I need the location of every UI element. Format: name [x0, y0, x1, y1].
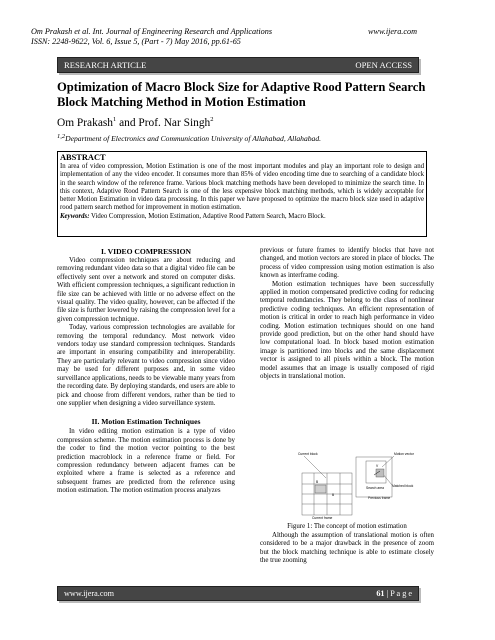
section-2-paragraph-1: In video editing motion estimation is a type of video compression scheme. The motion estimation process is done by the coder to find the motion vector pointing to the best prediction macroblock in a reference frame or field. For compression redundancy between adjacent frames can be exploited where a frame is selected as a reference and subsequent frames are predicted from the reference using motion estimation. The motion estimation process analyzes — [57, 428, 235, 495]
footer-page — [376, 587, 412, 600]
header-issn: ISSN: 2248-9622, Vol. 6, Issue 5, (Part - 7) May 2016, pp.61-65 — [31, 37, 241, 46]
keywords-label: Keywords: — [60, 212, 90, 220]
label-current-frame: Current frame — [312, 516, 333, 520]
page-number: 61 — [376, 589, 385, 598]
affiliation-text: Department of Electronics and Communication University of Allahabad, Allahabad. — [65, 134, 322, 143]
after-figure-paragraph: Although the assumption of translational motion is often considered to be a major drawback in the presence of zoom but the block matching technique is able to estimate closely the true zooming — [260, 532, 434, 565]
label-v: V — [376, 464, 379, 468]
article-banner — [57, 57, 419, 73]
right-paragraph-2: Motion estimation techniques have been successfully applied in motion compensated predictive coding for reducing temporal redundancies. They belong to the class of nonlinear predictive coding techniques. An efficient representation of motion is critical in order to reach high performance in video coding. Motion estimation techniques should on one hand provide good prediction, but on the other hand should have low computational load. In block based motion estimation image is partitioned into blocks and the same displacement vector is assigned to all pixels within a block. The motion model assumes that an image is usually composed of rigid objects in translational motion. — [260, 280, 434, 381]
affiliation-sup: 1,2 — [57, 133, 66, 140]
current-block-pointer — [304, 456, 326, 478]
after-figure-text — [260, 532, 434, 566]
abstract-heading: ABSTRACT — [60, 153, 106, 162]
section-1-paragraph-2: Today, various compression technologies are available for removing the temporal redundancy. Most network video vendors today use standard compression techniques. Standards are important in ensuring compatibility and interoperability. They are particularly relevant to video compression since video may be used for different purposes and, in some video surveillance applications, needs to be viewable many years from the recording date. By deploying standards, end users are able to pick and choose from different vendors, rather than be tied to one supplier when designing a video surveillance system. — [57, 324, 235, 407]
label-motion-vector: Motion vector — [394, 452, 414, 456]
right-paragraph-1: previous or future frames to identify blocks that have not changed, and motion vectors are stored in place of blocks. The process of video compression using motion estimation is also known as interframe coding. — [260, 247, 434, 280]
banner-open-access: OPEN ACCESS — [355, 60, 412, 70]
page-word: | P a g e — [384, 589, 412, 598]
label-previous-frame: Previous frame — [368, 496, 391, 500]
running-header — [31, 27, 417, 47]
abstract-box — [57, 151, 427, 237]
header-citation: Om Prakash et al. Int. Journal of Engineering Research and Applications — [31, 27, 273, 36]
section-1-heading: I. VIDEO COMPRESSION — [101, 247, 191, 256]
paper-title: Optimization of Macro Block Size for Adaptive Rood Pattern Search Block Matching Method in Motion Estimation — [57, 80, 426, 109]
keywords-list: Video Compression, Motion Estimation, Adaptive Rood Pattern Search, Macro Block. — [89, 212, 326, 220]
motion-vector-pointer — [382, 456, 394, 467]
label-current-block: Current block — [298, 452, 318, 456]
banner-research-article: RESEARCH ARTICLE — [64, 60, 147, 70]
motion-estimation-figure — [296, 451, 424, 521]
footer-bar — [57, 586, 419, 601]
authors — [57, 117, 213, 130]
label-search-area: Search area — [366, 486, 384, 490]
section-1-paragraph-1: Video compression techniques are about reducing and removing redundant video data so that a digital video file can be effectively sent over a network and stored on computer disks. With efficient compression techniques, a significant reduction in file size can be achieved with little or no adverse effect on the visual quality. The video quality, however, can be affected if the file size is further lowered by raising the compression level for a given compression technique. — [57, 257, 235, 323]
left-column — [57, 247, 235, 496]
keywords — [60, 213, 424, 221]
footer-website: www.ijera.com — [64, 589, 114, 598]
author-2-sup: 2 — [210, 116, 214, 123]
author-1-sup: 1 — [113, 116, 117, 123]
label-b-current: B — [316, 480, 319, 484]
affiliation — [57, 134, 321, 144]
header-website: www.ijera.com — [368, 27, 417, 36]
abstract-body: In area of video compression, Motion Estimation is one of the most important modules and play an important role to design and implementation of any the video encoder. It consumes more than 85% of video encoding time due to searching of a candidate block in the search window of the reference frame. Various block matching methods have been developed to minimize the search time. In this context, Adaptive Rood Pattern Search is one of the less expensive block matching methods, which is widely acceptable for better Motion Estimation in video data processing. In this paper we have proposed to optimize the macro block size used in adaptive rood pattern search method for improvement in motion estimation. — [60, 163, 424, 212]
label-b-lower: B — [332, 493, 335, 497]
author-2: and Prof. Nar Singh — [116, 117, 211, 129]
label-matched-block: Matched block — [392, 484, 414, 488]
current-block-cell — [315, 485, 326, 493]
author-1: Om Prakash — [57, 117, 113, 129]
figure-caption: Figure 1: The concept of motion estimation — [287, 523, 407, 530]
section-2-heading: II. Motion Estimation Techniques — [91, 417, 201, 427]
right-column — [260, 247, 434, 382]
